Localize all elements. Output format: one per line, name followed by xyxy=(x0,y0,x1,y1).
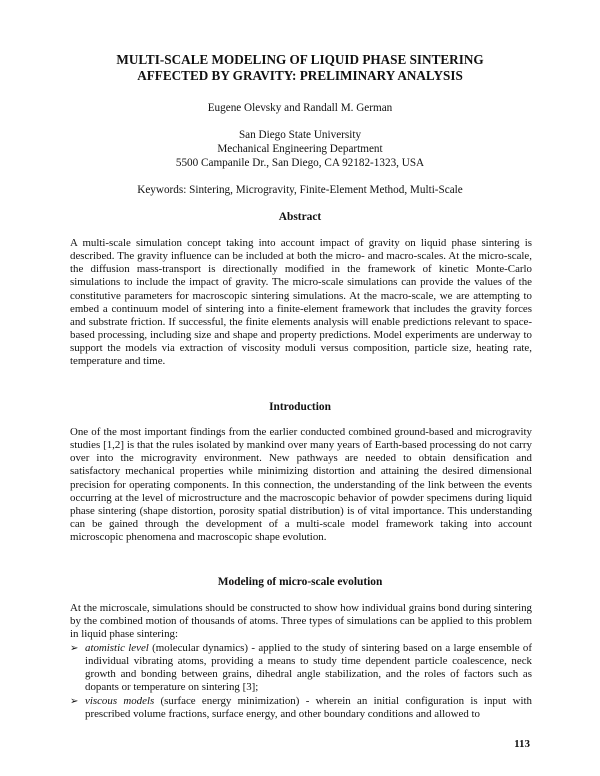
keywords: Keywords: Sintering, Microgravity, Finite-Element Method, Multi-Scale xyxy=(137,184,463,196)
paper-title xyxy=(70,52,530,84)
arrow-bullet-icon: ➢ xyxy=(70,696,79,707)
page-number: 113 xyxy=(514,738,530,750)
affiliation-university: San Diego State University xyxy=(238,129,362,141)
abstract-heading: Abstract xyxy=(278,211,322,223)
authors: Eugene Olevsky and Randall M. German xyxy=(207,102,393,114)
introduction-heading: Introduction xyxy=(269,401,331,413)
micro-scale-intro: At the microscale, simulations should be constructed to show how individual grains bond during sintering by the combined motion of thousands of atoms. Three types of simulations can be applied to this problem in liquid phase sintering: xyxy=(70,602,532,641)
title-line-1: MULTI-SCALE MODELING OF LIQUID PHASE SINTERING xyxy=(116,52,484,67)
abstract-text: A multi-scale simulation concept taking into account impact of gravity on liquid phase sintering is described. The gravity influence can be included at both the micro- and macro-scales. At the micro-scale, the diffusion mass-transport is directionally modified in the framework of kinetic Monte-Carlo simulations to include the impact of gravity. The micro-scale simulations can provide the values of the constitutive parameters for macroscopic sintering simulations. At the macro-scale, we are attempting to embed a continuum model of sintering into a finite-element framework that includes the gravity forces and substrate friction. If successful, the finite elements analysis will enable predictions relevant to space-based processing, including size and shape and property predictions. Model experiments are underway to support the models via extraction of viscosity moduli versus composition, particle size, heating rate, temperature and time. xyxy=(70,237,532,368)
bullet-text: (molecular dynamics) - applied to the study of sintering based on a large ensemble of individual vibrating atoms, providing a means to study time dependent particle coalescence, neck growth and bonding between grains, dihedral angle stabilization, and the roles of factors such as dopants or temperature on sintering [3]; xyxy=(85,642,532,694)
arrow-bullet-icon: ➢ xyxy=(70,643,79,654)
title-line-2: AFFECTED BY GRAVITY: PRELIMINARY ANALYSIS xyxy=(137,68,463,83)
bullet-text: (surface energy minimization) - wherein an initial configuration is input with prescribed volume fractions, surface energy, and other boundary conditions and allowed to xyxy=(85,695,532,721)
introduction-text: One of the most important findings from the earlier conducted combined ground-based and microgravity studies [1,2] is that the rules isolated by mankind over many years of Earth-based processing do not carry over into the microgravity environment. New pathways are needed to obtain densification and satisfactory mechanical properties while minimizing distortion and attaining the desired dimensional precision for operating components. In this connection, the understanding of the link between the events occurring at the level of microstructure and the macroscopic behavior of powder specimens during liquid phase sintering (shape distortion, porosity spatial distribution) is of vital importance. This understanding can be gained through the development of a multi-scale model framework taking into account microscopic phenomena and macroscopic shape evolution. xyxy=(70,426,532,544)
micro-scale-heading: Modeling of micro-scale evolution xyxy=(217,576,383,588)
list-item-viscous xyxy=(70,695,532,721)
affiliation-address: 5500 Campanile Dr., San Diego, CA 92182-1323, USA xyxy=(175,157,425,169)
bullet-term: viscous models xyxy=(85,695,155,707)
affiliation-department: Mechanical Engineering Department xyxy=(217,143,383,155)
list-item-atomistic xyxy=(70,642,532,695)
bullet-term: atomistic level xyxy=(85,642,149,654)
